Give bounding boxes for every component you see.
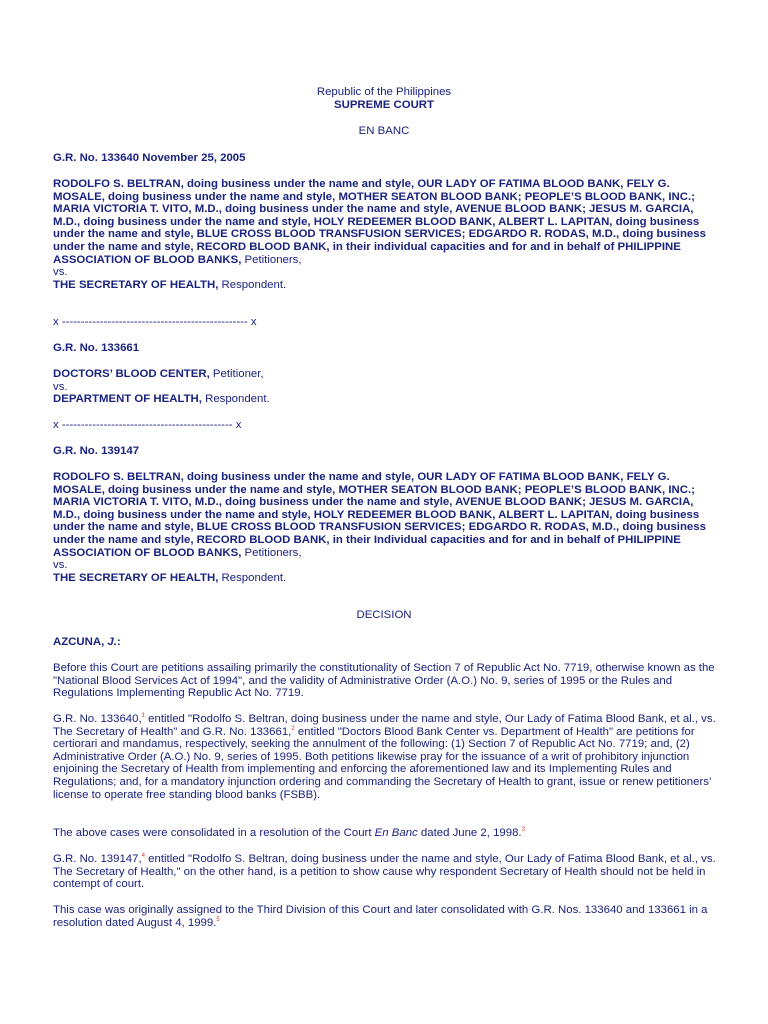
case3-vs: vs. <box>53 559 68 572</box>
footnote-1-link[interactable]: 1 <box>141 713 145 720</box>
paragraph-1: Before this Court are petitions assailing primarily the constitutionality of Section 7 of Republic Act No. 7719, otherwise known as the "National Blood Services Act of 1994", and the validity of Administrative Order (A.O.) No. 9, series of 1995 or the Rules and Regulations Implementing Republic Act No. 7719. <box>53 662 715 700</box>
decision-heading: DECISION <box>356 609 412 621</box>
p3-en-banc: En Banc <box>374 827 418 839</box>
footnote-4-link[interactable]: 4 <box>141 853 145 860</box>
p2-text-b: entitled "Rodolfo S. Beltran, doing business under the name and style, Our Lady of Fatima Blood Bank, et al., vs. The Secretary of Health" and G.R. No. 133661, <box>53 713 716 738</box>
republic-heading: Republic of the Philippines <box>316 86 452 98</box>
paragraph-4 <box>53 853 721 891</box>
ponente-title: J. <box>107 636 117 648</box>
court-heading: SUPREME COURT <box>334 99 434 111</box>
case2-respondent-role: Respondent. <box>201 393 270 406</box>
paragraph-5 <box>53 904 721 929</box>
p2-text-a: G.R. No. 133640, <box>53 713 142 725</box>
case3-parties <box>53 471 723 584</box>
case1-respondent-role: Respondent. <box>218 278 287 291</box>
case2-parties <box>53 368 723 406</box>
paragraph-3 <box>53 827 721 840</box>
case3-petitioners-role: Petitioners, <box>241 546 302 559</box>
en-banc-heading: EN BANC <box>358 125 410 137</box>
p4-text-b: entitled "Rodolfo S. Beltran, doing business under the name and style, Our Lady of Fatima Blood Bank, et al., vs. The Secretary of Health," on the other hand, is a petition to show cause why respondent Secretary of Health should not be held in contempt of court. <box>53 853 716 891</box>
case3-respondent-role: Respondent. <box>218 571 287 584</box>
case1-gr-number: G.R. No. 133640 November 25, 2005 <box>53 152 246 164</box>
ponente <box>53 636 723 649</box>
case1-petitioners-role: Petitioners, <box>241 253 302 266</box>
case2-gr-number: G.R. No. 133661 <box>53 342 140 354</box>
p2-text-c: entitled "Doctors Blood Bank Center vs. Department of Health" are petitions for certiorari and mandamus, respectively, seeking the annulment of the following: (1) Section 7 of Republic Act No. 7719; and, (2) Administrative Order (A.O.) No. 9, series of 1995. Both petitions likewise pray for the issuance of a writ of prohibitory injunction enjoining the Secretary of Health from implementing and enforcing the aforementioned law and its Implementing Rules and Regulations; and, for a mandatory injunction ordering and commanding the Secretary of Health to grant, issue or renew petitioners’ license to operate free standing blood banks (FSBB). <box>53 725 712 801</box>
ponente-name: AZCUNA, <box>53 636 108 648</box>
ponente-colon: : <box>116 636 121 648</box>
case1-vs: vs. <box>53 266 68 279</box>
case2-petitioner-role: Petitioner, <box>209 368 264 380</box>
case2-vs: vs. <box>53 380 68 393</box>
case2-respondent: DEPARTMENT OF HEALTH, <box>53 393 202 406</box>
case3-gr-number: G.R. No. 139147 <box>53 445 140 457</box>
separator-1: x ------------------------------------------------- x <box>53 316 257 328</box>
separator-2: x --------------------------------------------- x <box>53 419 242 431</box>
p5-text-a: This case was originally assigned to the Third Division of this Court and later consolidated with G.R. Nos. 133640 and 133661 in a resolution dated August 4, 1999. <box>53 904 708 929</box>
p3-text-b: dated June 2, 1998. <box>417 827 522 839</box>
footnote-3-link[interactable]: 3 <box>521 827 525 834</box>
footnote-2-link[interactable]: 2 <box>291 725 295 732</box>
case1-petitioners: RODOLFO S. BELTRAN, doing business under the name and style, OUR LADY OF FATIMA BLOOD BANK, FELY G. MOSALE, doing business under the name and style, MOTHER SEATON BLOOD BANK; PEOPLE’S BLOOD BANK, INC.; MARIA VICTORIA T. VITO, M.D., doing business under the name and style, AVENUE BLOOD BANK; JESUS M. GARCIA, M.D., doing business under the name and style, HOLY REDEEMER BLOOD BANK, ALBERT L. LAPITAN, doing business under the name and style, BLUE CROSS BLOOD TRANSFUSION SERVICES; EDGARDO R. RODAS, M.D., doing business under the name and style, RECORD BLOOD BANK, in their individual capacities and for and in behalf of PHILIPPINE ASSOCIATION OF BLOOD BANKS, <box>53 178 706 266</box>
case3-petitioners: RODOLFO S. BELTRAN, doing business under the name and style, OUR LADY OF FATIMA BLOOD BANK, FELY G. MOSALE, doing business under the name and style, MOTHER SEATON BLOOD BANK; PEOPLE’S BLOOD BANK, INC.; MARIA VICTORIA T. VITO, M.D., doing business under the name and style, AVENUE BLOOD BANK; JESUS M. GARCIA, M.D., doing business under the name and style, HOLY REDEEMER BLOOD BANK, ALBERT L. LAPITAN, doing business under the name and style, BLUE CROSS BLOOD TRANSFUSION SERVICES; EDGARDO R. RODAS, M.D., doing business under the name and style, RECORD BLOOD BANK, in their Individual capacities and for and in behalf of PHILIPPINE ASSOCIATION OF BLOOD BANKS, <box>53 471 706 559</box>
p4-text-a: G.R. No. 139147, <box>53 853 142 865</box>
case1-respondent: THE SECRETARY OF HEALTH, <box>53 278 219 291</box>
paragraph-2 <box>53 713 721 801</box>
case2-petitioner: DOCTORS’ BLOOD CENTER, <box>53 368 210 380</box>
footnote-5-link[interactable]: 5 <box>216 916 220 923</box>
case3-respondent: THE SECRETARY OF HEALTH, <box>53 571 219 584</box>
p3-text-a: The above cases were consolidated in a resolution of the Court <box>53 827 375 839</box>
case1-parties <box>53 178 723 291</box>
